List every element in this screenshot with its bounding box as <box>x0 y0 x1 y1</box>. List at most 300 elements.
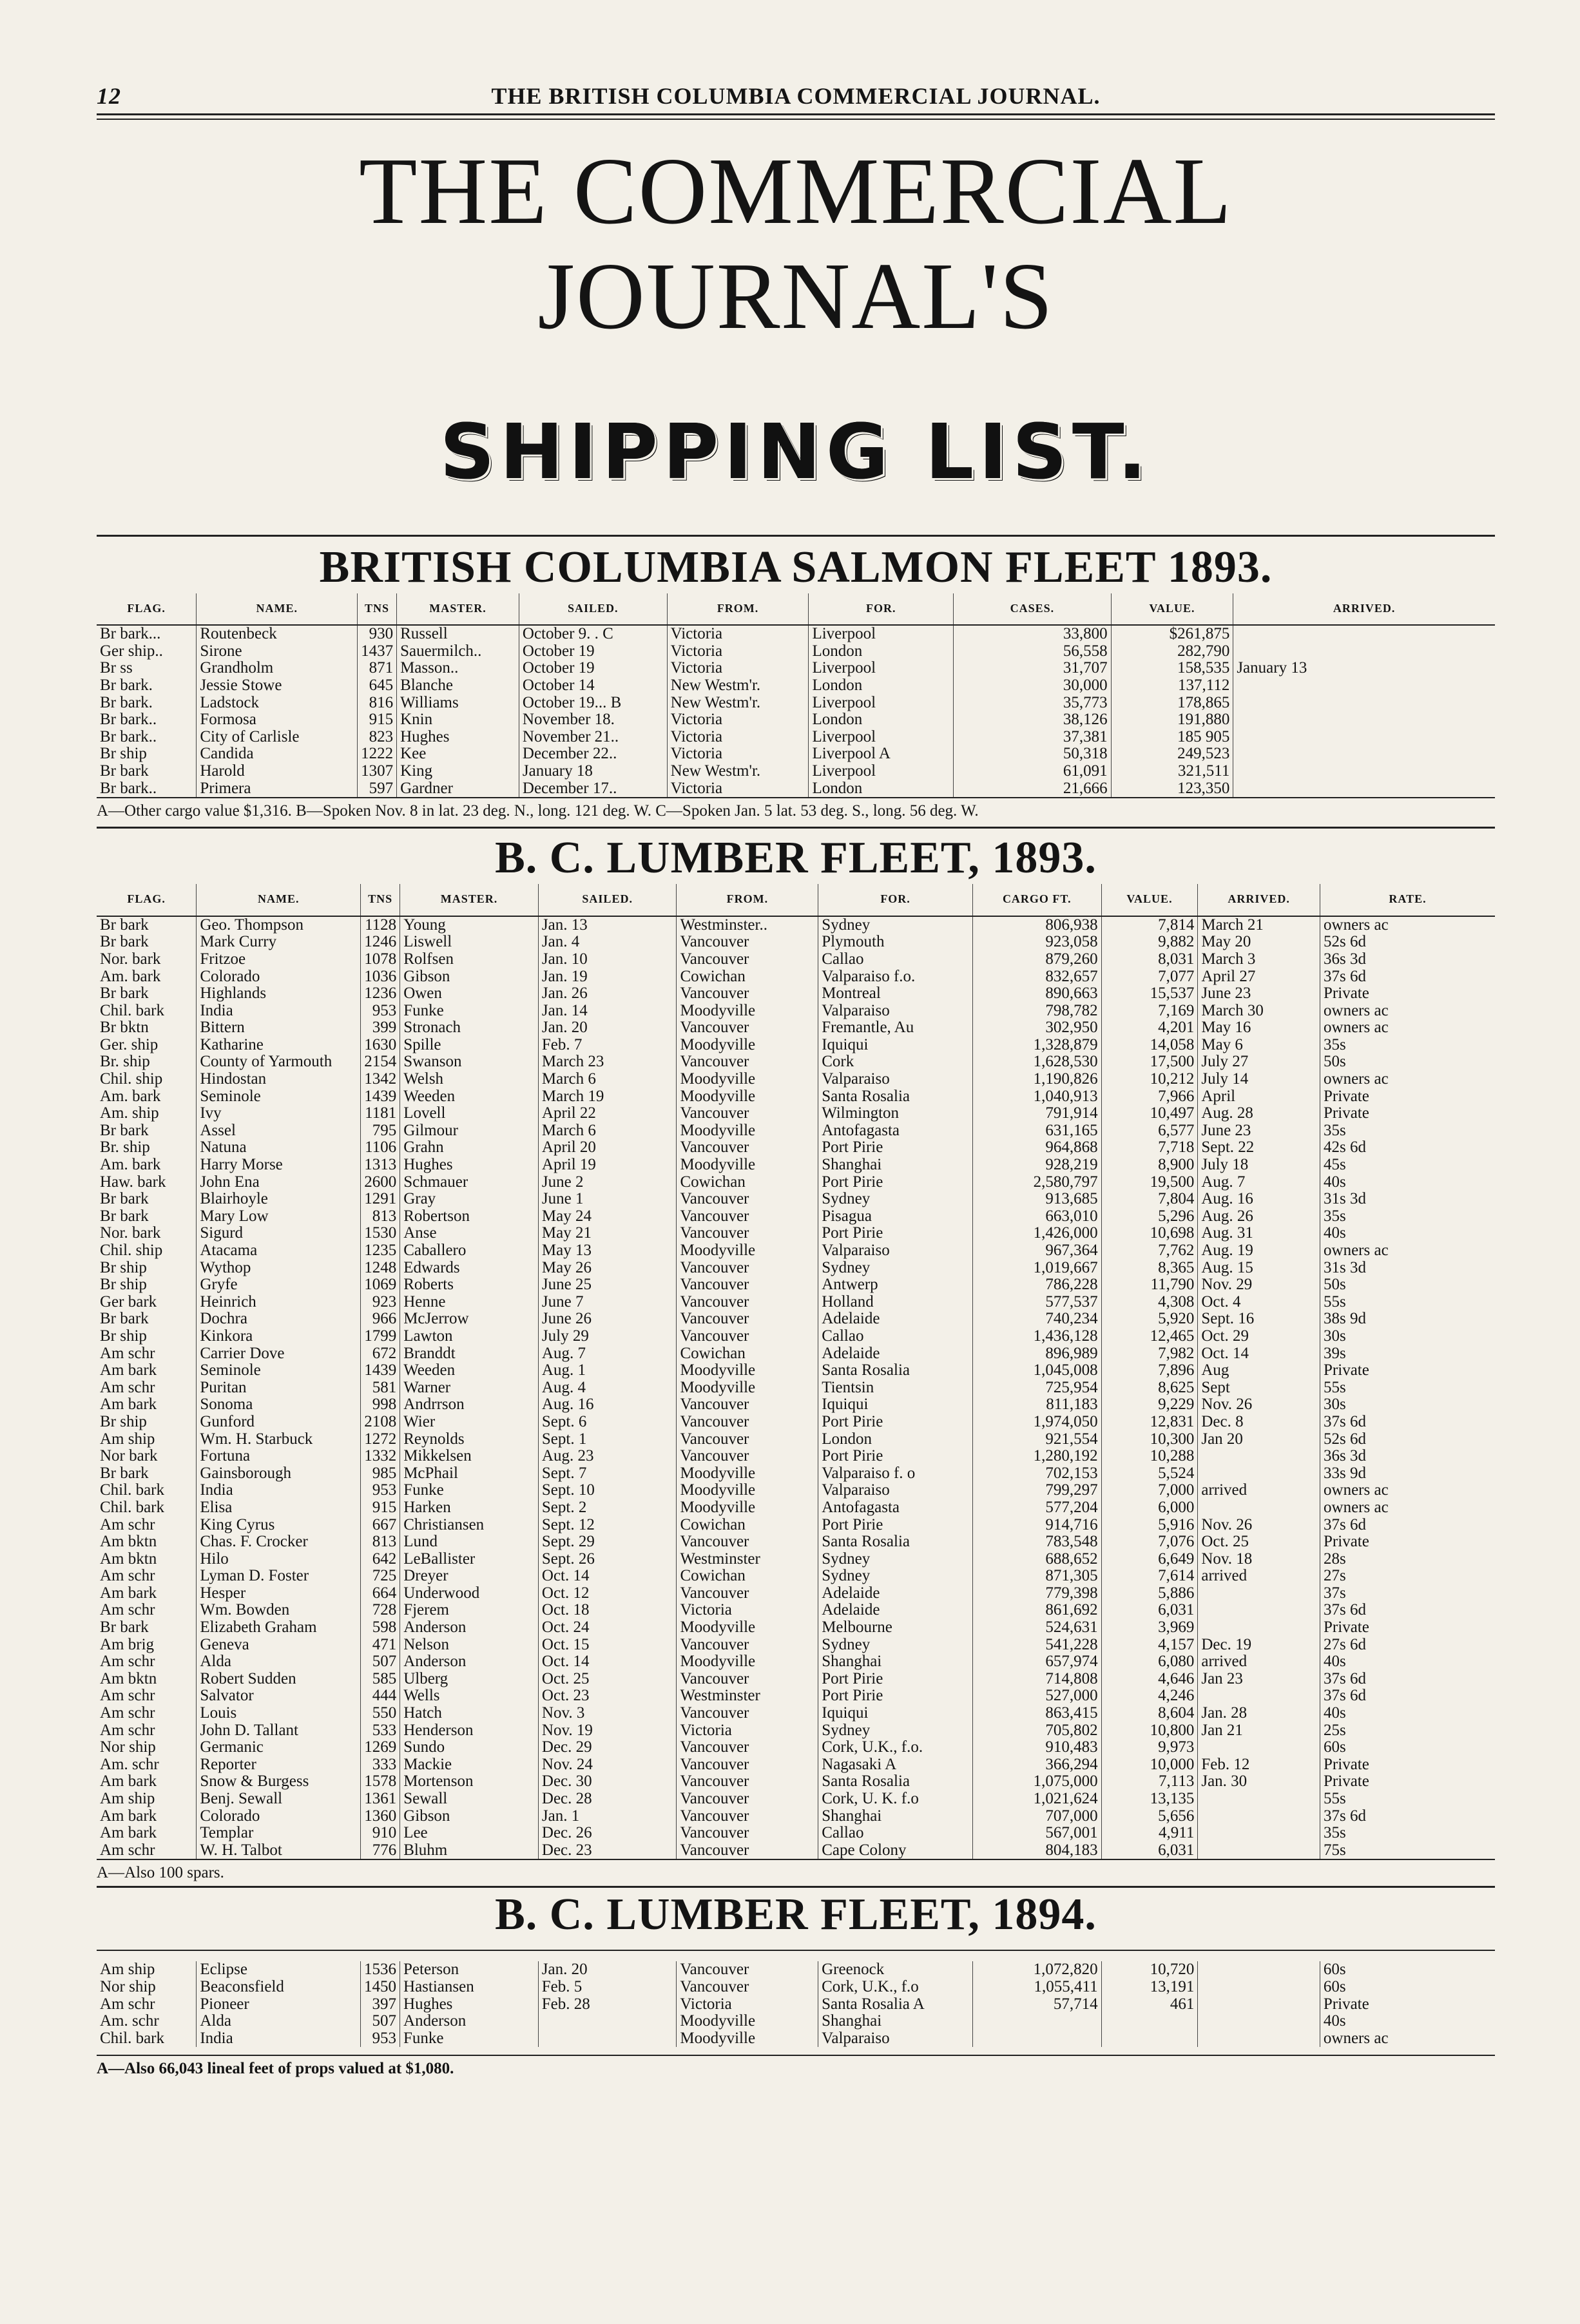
table-cell: October 19... B <box>519 695 667 712</box>
table-cell: 923 <box>361 1294 400 1311</box>
table-cell: Sept. 1 <box>538 1431 677 1448</box>
table-cell: Hatch <box>400 1705 539 1722</box>
table-cell: Cowichan <box>677 968 818 986</box>
table-cell: Underwood <box>400 1585 539 1602</box>
table-cell: 1269 <box>361 1739 400 1756</box>
table-cell: 871,305 <box>972 1568 1101 1585</box>
table-cell: 910 <box>361 1825 400 1842</box>
table-cell: Vancouver <box>677 1842 818 1859</box>
table-cell: $261,875 <box>1111 625 1233 643</box>
table-cell: Dec. 29 <box>538 1739 677 1756</box>
table-cell: New Westm'r. <box>667 695 809 712</box>
table-cell: 813 <box>361 1533 400 1551</box>
column-header: FROM. <box>677 884 818 916</box>
table-row <box>97 763 1495 780</box>
table-cell: Chil. bark <box>97 1499 197 1517</box>
table-cell: Vancouver <box>677 1756 818 1774</box>
table-cell: 2108 <box>361 1414 400 1431</box>
column-header: SAILED. <box>538 884 677 916</box>
table-cell: Moodyville <box>677 1122 818 1140</box>
table-cell: Private <box>1323 1995 1369 2013</box>
table-cell: Sydney <box>818 1637 973 1654</box>
table-cell: 913,685 <box>972 1191 1101 1208</box>
table-cell: Lovell <box>400 1105 539 1122</box>
table-cell: Vancouver <box>677 1414 818 1431</box>
table-cell: Chil. bark <box>97 1003 197 1020</box>
table-cell: Aug. 15 <box>1198 1260 1320 1277</box>
table-cell: October 19 <box>519 643 667 660</box>
table-cell: 52s 6d <box>1324 1430 1367 1448</box>
table-cell: Br ship <box>97 1260 197 1277</box>
table-cell: 507 <box>361 2013 400 2030</box>
table-cell: 804,183 <box>972 1842 1101 1859</box>
table-row <box>97 1585 1495 1602</box>
table-cell: July 29 <box>538 1328 677 1345</box>
table-row <box>97 985 1495 1003</box>
table-cell: Moodyville <box>677 1362 818 1379</box>
table-cell: 10,300 <box>1101 1431 1198 1448</box>
table-cell: Gilmour <box>400 1122 539 1140</box>
column-header: FOR. <box>818 884 973 916</box>
table-cell: 7,896 <box>1101 1362 1198 1379</box>
table-cell: Santa Rosalia <box>818 1362 973 1379</box>
table-cell: Sept. 6 <box>538 1414 677 1431</box>
column-header: RATE. <box>1320 884 1495 916</box>
table-cell: Beaconsfield <box>197 1979 361 1996</box>
table-row <box>97 660 1495 677</box>
table-cell: 397 <box>361 1996 400 2013</box>
table-cell: 10,000 <box>1101 1756 1198 1774</box>
table-cell: 158,535 <box>1111 660 1233 677</box>
table-row <box>97 1260 1495 1277</box>
table-cell: Warner <box>400 1379 539 1397</box>
table-cell: Private <box>1324 1088 1369 1105</box>
table-cell: Oct. 23 <box>538 1687 677 1705</box>
table-cell: 333 <box>361 1756 400 1774</box>
table-cell: 38s 9d <box>1324 1311 1367 1328</box>
table-cell: Cork, U.K., f.o <box>818 1979 973 1996</box>
table-cell: Dec. 28 <box>538 1791 677 1808</box>
table-cell: Sept. 16 <box>1198 1311 1320 1328</box>
table-cell: Tientsin <box>818 1379 973 1397</box>
table-cell: Melbourne <box>818 1619 973 1637</box>
table-cell: Henderson <box>400 1722 539 1740</box>
table-cell: Roberts <box>400 1276 539 1294</box>
table-cell: Nov. 26 <box>1198 1396 1320 1414</box>
table-cell: owners ac <box>1324 1482 1389 1499</box>
table-cell: Jan. 13 <box>538 916 677 934</box>
table-row <box>97 1414 1495 1431</box>
table-cell: Sept. 2 <box>538 1499 677 1517</box>
table-cell: 36s 3d <box>1324 1448 1367 1465</box>
table-cell: 30,000 <box>954 677 1111 695</box>
table-cell: Dec. 8 <box>1198 1414 1320 1431</box>
table-cell: 14,058 <box>1101 1037 1198 1054</box>
table-cell: owners ac <box>1324 1499 1389 1516</box>
table-cell: Nor. bark <box>97 1225 197 1242</box>
table-cell: 1246 <box>361 934 400 951</box>
table-cell: Vancouver <box>677 1225 818 1242</box>
table-cell: Wier <box>400 1414 539 1431</box>
table-cell: Vancouver <box>677 1585 818 1602</box>
table-cell: 863,415 <box>972 1705 1101 1722</box>
table-cell <box>1233 643 1495 660</box>
table-cell <box>1198 1619 1320 1637</box>
column-header: FLAG. <box>97 884 197 916</box>
table-cell: Sydney <box>818 1191 973 1208</box>
table-cell: 813 <box>361 1208 400 1225</box>
table-row <box>97 1105 1495 1122</box>
table-cell: 921,554 <box>972 1431 1101 1448</box>
table-cell: Mikkelsen <box>400 1448 539 1465</box>
table-cell: 57,714 <box>972 1996 1101 2013</box>
table-cell: Formosa <box>197 711 358 729</box>
column-header: CASES. <box>954 593 1111 626</box>
table-cell: October 19 <box>519 660 667 677</box>
table-row <box>97 1739 1495 1756</box>
table-cell: 577,537 <box>972 1294 1101 1311</box>
table-cell: County of Yarmouth <box>197 1053 361 1071</box>
table-cell: Jan. 1 <box>538 1808 677 1825</box>
table-cell: Moodyville <box>677 1003 818 1020</box>
table-cell: Vancouver <box>677 1294 818 1311</box>
table-cell: Moodyville <box>677 2013 818 2030</box>
table-cell: December 17.. <box>519 780 667 798</box>
table-cell: 19,500 <box>1101 1174 1198 1191</box>
table-cell: owners ac <box>1324 1242 1389 1259</box>
table-cell: Nelson <box>400 1637 539 1654</box>
table-cell: 10,212 <box>1101 1071 1198 1088</box>
table-cell: Henne <box>400 1294 539 1311</box>
table-cell: 585 <box>361 1671 400 1688</box>
table-cell: 533 <box>361 1722 400 1740</box>
table-cell <box>1198 1808 1320 1825</box>
table-cell: Dec. 19 <box>1198 1637 1320 1654</box>
table-cell: Routenbeck <box>197 625 358 643</box>
table-cell: 25s <box>1324 1722 1346 1739</box>
table-cell: 6,577 <box>1101 1122 1198 1140</box>
table-cell <box>1233 780 1495 798</box>
table-cell: 642 <box>361 1551 400 1568</box>
table-cell: Sydney <box>818 916 973 934</box>
table-cell: Br. ship <box>97 1053 197 1071</box>
table-cell: Westminster.. <box>677 916 818 934</box>
table-cell: 967,364 <box>972 1242 1101 1260</box>
table-cell: 56,558 <box>954 643 1111 660</box>
table-cell: 1222 <box>358 745 397 763</box>
table-cell: 964,868 <box>972 1139 1101 1157</box>
table-cell: Cape Colony <box>818 1842 973 1859</box>
table-cell: Harold <box>197 763 358 780</box>
table-cell: Moodyville <box>677 1037 818 1054</box>
table-cell: India <box>197 1482 361 1499</box>
table-cell: Jan 20 <box>1198 1431 1320 1448</box>
table-cell <box>1198 2013 1320 2030</box>
lumber-1893-table <box>97 884 1495 1859</box>
table-cell: Salvator <box>197 1687 361 1705</box>
table-cell: 1,280,192 <box>972 1448 1101 1465</box>
column-header: MASTER. <box>397 593 519 626</box>
table-cell: March 3 <box>1198 951 1320 968</box>
table-cell: 779,398 <box>972 1585 1101 1602</box>
table-cell: Lawton <box>400 1328 539 1345</box>
table-cell: 37s 6d <box>1324 1670 1367 1687</box>
table-cell: Dec. 23 <box>538 1842 677 1859</box>
table-cell: Oct. 29 <box>1198 1328 1320 1345</box>
table-row <box>97 1294 1495 1311</box>
table-cell: Hilo <box>197 1551 361 1568</box>
table-cell: Am. bark <box>97 1157 197 1174</box>
table-cell: Am. bark <box>97 968 197 986</box>
table-cell: 795 <box>361 1122 400 1140</box>
table-cell: 4,201 <box>1101 1019 1198 1037</box>
table-cell: Ivy <box>197 1105 361 1122</box>
table-cell: 37,381 <box>954 729 1111 746</box>
shipping-list-title: SHIPPING LIST. <box>439 407 1152 496</box>
table-cell: 786,228 <box>972 1276 1101 1294</box>
table-cell: Vancouver <box>677 1019 818 1037</box>
table-cell: 399 <box>361 1019 400 1037</box>
table-cell: Cork <box>818 1053 973 1071</box>
table-cell: Am schr <box>97 1345 197 1363</box>
table-cell: City of Carlisle <box>197 729 358 746</box>
table-cell: Hastiansen <box>400 1979 539 1996</box>
table-cell: Port Pirie <box>818 1414 973 1431</box>
table-cell: Christiansen <box>400 1517 539 1534</box>
table-cell: 9,882 <box>1101 934 1198 951</box>
table-cell: Aug. 16 <box>538 1396 677 1414</box>
table-cell: 37s 6d <box>1324 1807 1367 1825</box>
table-cell: 1313 <box>361 1157 400 1174</box>
table-row <box>97 1276 1495 1294</box>
table-cell: June 26 <box>538 1311 677 1328</box>
table-cell: 1578 <box>361 1773 400 1791</box>
table-cell: June 7 <box>538 1294 677 1311</box>
table-cell: July 14 <box>1198 1071 1320 1088</box>
table-cell <box>1198 1602 1320 1619</box>
section-rule <box>97 827 1495 829</box>
table-cell: Vancouver <box>677 1311 818 1328</box>
column-header: FROM. <box>667 593 809 626</box>
header-rule <box>97 113 1495 115</box>
table-row <box>97 916 1495 934</box>
table-cell: 928,219 <box>972 1157 1101 1174</box>
lumber-1894-footnote: A—Also 66,043 lineal feet of props valued at $1,080. <box>97 2055 1495 2079</box>
table-cell: Vancouver <box>677 1260 818 1277</box>
table-cell: Anderson <box>400 1653 539 1671</box>
table-row <box>97 1242 1495 1260</box>
table-cell: Br bark <box>97 985 197 1003</box>
table-cell: Feb. 5 <box>538 1979 677 1996</box>
table-cell: 42s 6d <box>1324 1139 1367 1157</box>
table-cell: 910,483 <box>972 1739 1101 1756</box>
table-cell <box>1198 1979 1320 1996</box>
table-cell: Sundo <box>400 1739 539 1756</box>
table-cell: 890,663 <box>972 985 1101 1003</box>
table-row <box>97 1653 1495 1671</box>
table-cell: Cowichan <box>677 1174 818 1191</box>
table-cell: 471 <box>361 1637 400 1654</box>
table-cell: 4,308 <box>1101 1294 1198 1311</box>
table-cell: 6,000 <box>1101 1499 1198 1517</box>
table-cell: Vancouver <box>677 1448 818 1465</box>
table-cell: Am bktn <box>97 1671 197 1688</box>
table-cell: 1799 <box>361 1328 400 1345</box>
table-cell: Callao <box>818 1328 973 1345</box>
table-cell: Jan. 20 <box>538 1961 677 1979</box>
table-cell: 597 <box>358 780 397 798</box>
table-cell: Victoria <box>667 711 809 729</box>
table-cell: 6,031 <box>1101 1602 1198 1619</box>
table-cell: 40s <box>1324 1705 1346 1722</box>
table-cell: Am. ship <box>97 1105 197 1122</box>
table-cell: Wilmington <box>818 1105 973 1122</box>
column-header: NAME. <box>197 884 361 916</box>
table-cell: Feb. 28 <box>538 1996 677 2013</box>
table-cell: 832,657 <box>972 968 1101 986</box>
table-cell: Anse <box>400 1225 539 1242</box>
table-cell: Nov. 3 <box>538 1705 677 1722</box>
column-header: MASTER. <box>400 884 539 916</box>
table-cell: India <box>197 2030 361 2048</box>
table-cell <box>1198 1739 1320 1756</box>
table-cell: Bluhm <box>400 1842 539 1859</box>
table-cell: 725,954 <box>972 1379 1101 1397</box>
table-cell: owners ac <box>1324 916 1389 934</box>
table-cell: May 20 <box>1198 934 1320 951</box>
table-row <box>97 1808 1495 1825</box>
table-cell: Fortuna <box>197 1448 361 1465</box>
lumber-1894-table <box>97 1961 1495 2047</box>
table-cell: Liswell <box>400 934 539 951</box>
table-cell: 21,666 <box>954 780 1111 798</box>
table-cell: Nor. bark <box>97 951 197 968</box>
table-cell: Shanghai <box>818 1157 973 1174</box>
table-cell: Br bark <box>97 916 197 934</box>
table-cell: Am ship <box>97 1961 197 1979</box>
table-cell: June 23 <box>1198 985 1320 1003</box>
table-cell: 8,900 <box>1101 1157 1198 1174</box>
table-cell: 8,031 <box>1101 951 1198 968</box>
table-cell: 17,500 <box>1101 1053 1198 1071</box>
table-cell: 249,523 <box>1111 745 1233 763</box>
table-cell: 1236 <box>361 985 400 1003</box>
table-cell: Aug. 7 <box>538 1345 677 1363</box>
salmon-fleet-title: BRITISH COLUMBIA SALMON FLEET 1893. <box>319 542 1273 592</box>
table-cell <box>1198 1687 1320 1705</box>
table-cell: 985 <box>361 1465 400 1483</box>
table-cell: Fremantle, Au <box>818 1019 973 1037</box>
table-cell: Ulberg <box>400 1671 539 1688</box>
table-cell: Cowichan <box>677 1517 818 1534</box>
table-cell: 13,135 <box>1101 1791 1198 1808</box>
table-cell: LeBallister <box>400 1551 539 1568</box>
table-cell: 527,000 <box>972 1687 1101 1705</box>
table-cell: Jan 23 <box>1198 1671 1320 1688</box>
table-cell: Antofagasta <box>818 1499 973 1517</box>
table-cell: Victoria <box>677 1602 818 1619</box>
lumber-1893-footnote: A—Also 100 spars. <box>97 1859 1495 1883</box>
table-cell: Nov. 18 <box>1198 1551 1320 1568</box>
table-cell: Br bark <box>97 934 197 951</box>
table-cell: 7,076 <box>1101 1533 1198 1551</box>
table-cell: Am schr <box>97 1842 197 1859</box>
table-cell: Am schr <box>97 1653 197 1671</box>
table-cell: Port Pirie <box>818 1448 973 1465</box>
table-cell: Br bark <box>97 763 197 780</box>
table-cell: 55s <box>1324 1379 1346 1396</box>
table-cell: 5,886 <box>1101 1585 1198 1602</box>
table-cell: 953 <box>361 1482 400 1499</box>
table-cell: 923,058 <box>972 934 1101 951</box>
table-row <box>97 1037 1495 1054</box>
table-cell: 1437 <box>358 643 397 660</box>
table-cell: Br bark.. <box>97 729 197 746</box>
table-cell: Geneva <box>197 1637 361 1654</box>
table-cell: 1,045,008 <box>972 1362 1101 1379</box>
column-header: FOR. <box>809 593 954 626</box>
table-cell: 1,328,879 <box>972 1037 1101 1054</box>
table-cell: 7,982 <box>1101 1345 1198 1363</box>
table-cell: May 21 <box>538 1225 677 1242</box>
table-cell: Primera <box>197 780 358 798</box>
table-cell <box>538 2013 677 2030</box>
journal-page <box>97 71 1495 2079</box>
table-cell: 1,974,050 <box>972 1414 1101 1431</box>
table-cell: 1536 <box>361 1961 400 1979</box>
table-cell: Liverpool A <box>809 745 954 763</box>
table-cell: 31s 3d <box>1324 1259 1367 1276</box>
table-cell: 6,031 <box>1101 1842 1198 1859</box>
table-cell: 998 <box>361 1396 400 1414</box>
table-cell: 728 <box>361 1602 400 1619</box>
table-cell: Oct. 18 <box>538 1602 677 1619</box>
table-cell: Moodyville <box>677 1619 818 1637</box>
table-cell: Br ship <box>97 1276 197 1294</box>
table-cell: 861,692 <box>972 1602 1101 1619</box>
table-cell: Br ss <box>97 660 197 677</box>
table-cell: 577,204 <box>972 1499 1101 1517</box>
column-header: ARRIVED. <box>1198 884 1320 916</box>
lumber-1894-title: B. C. LUMBER FLEET, 1894. <box>495 1890 1097 1940</box>
table-cell: Colorado <box>197 1808 361 1825</box>
table-cell: Geo. Thompson <box>197 916 361 934</box>
table-cell: Vancouver <box>677 1208 818 1225</box>
table-cell: 1,190,826 <box>972 1071 1101 1088</box>
table-cell: Fritzoe <box>197 951 361 968</box>
table-cell: owners ac <box>1324 1002 1389 1019</box>
column-header: NAME. <box>197 593 358 626</box>
table-cell: Aug. 16 <box>1198 1191 1320 1208</box>
table-cell: Br. ship <box>97 1139 197 1157</box>
table-cell: July 18 <box>1198 1157 1320 1174</box>
table-cell <box>1233 763 1495 780</box>
table-cell: 714,808 <box>972 1671 1101 1688</box>
table-cell: October 14 <box>519 677 667 695</box>
table-cell: Br bark. <box>97 695 197 712</box>
table-cell: 61,091 <box>954 763 1111 780</box>
table-cell: 1,628,530 <box>972 1053 1101 1071</box>
lumber-1893-header-row <box>97 884 1495 916</box>
table-cell: 45s <box>1324 1157 1346 1174</box>
table-cell: 7,804 <box>1101 1191 1198 1208</box>
table-cell: 33s 9d <box>1324 1465 1367 1482</box>
table-cell: Br bark.. <box>97 780 197 798</box>
table-row <box>97 1722 1495 1740</box>
table-cell: Am ship <box>97 1431 197 1448</box>
table-cell: 1128 <box>361 916 400 934</box>
table-cell: Jan. 26 <box>538 985 677 1003</box>
